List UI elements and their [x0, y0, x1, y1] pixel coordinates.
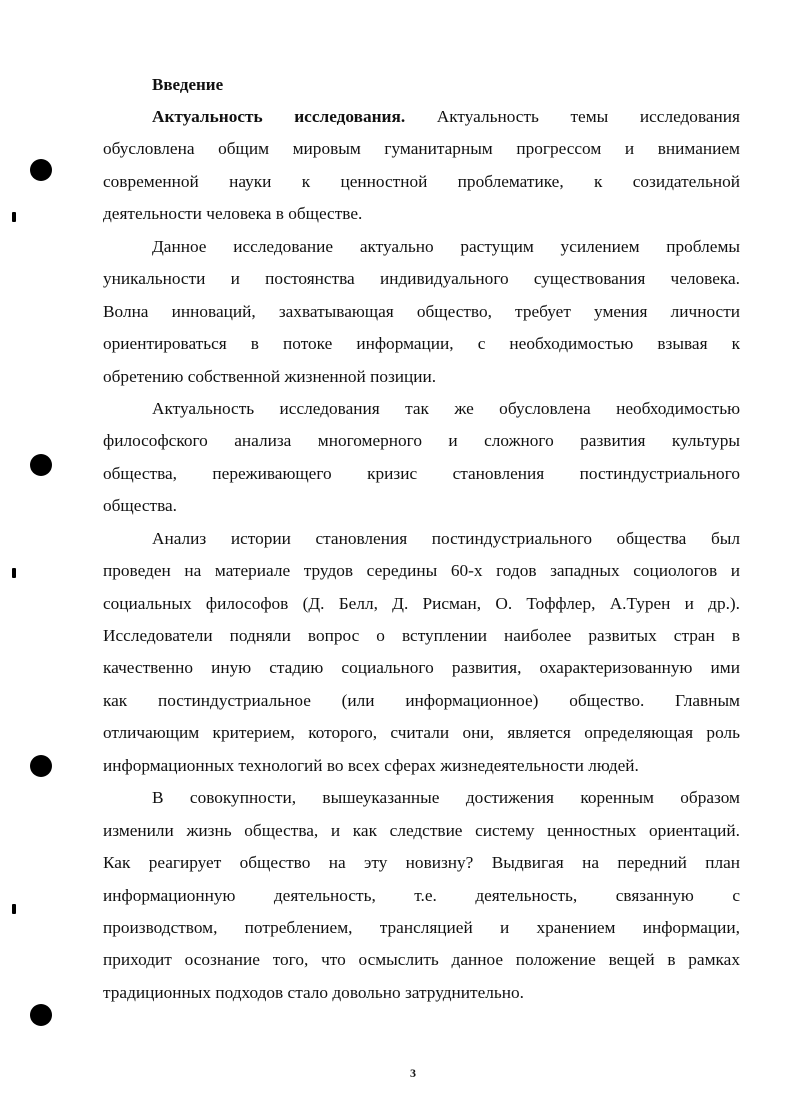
line-text: Данное исследование актуально растущим усилением проблемы	[152, 236, 740, 256]
scan-mark	[12, 904, 16, 914]
text-line	[103, 494, 740, 526]
text-line	[103, 462, 740, 494]
text-line	[103, 267, 740, 299]
line-text: Актуальность исследования так же обусловлена необходимостью	[152, 398, 740, 418]
text-line	[103, 721, 740, 753]
text-line	[103, 786, 740, 818]
scan-mark	[12, 212, 16, 222]
text-line	[103, 981, 740, 1013]
text-line	[103, 527, 740, 559]
line-text: социальных философов (Д. Белл, Д. Рисман, О. Тоффлер, А.Турен и др.).	[103, 593, 740, 613]
line-text: Актуальность темы исследования	[405, 107, 740, 126]
text-line	[103, 819, 740, 851]
text-line	[103, 429, 740, 461]
scan-mark	[12, 568, 16, 578]
text-line	[103, 624, 740, 656]
punch-hole	[30, 755, 52, 777]
page-number: 3	[410, 1066, 416, 1080]
line-text: Волна инноваций, захватывающая общество, требует умения личности	[103, 301, 740, 321]
line-text: В совокупности, вышеуказанные достижения коренным образом	[152, 788, 740, 808]
text-line	[103, 397, 740, 429]
line-text: уникальности и постоянства индивидуального существования человека.	[103, 269, 740, 289]
line-text: Анализ истории становления постиндустриального общества был	[152, 528, 740, 548]
line-text: традиционных подходов стало довольно затруднительно.	[103, 982, 524, 1002]
text-line	[103, 689, 740, 721]
line-text: проведен на материале трудов середины 60-х годов западных социологов и	[103, 561, 740, 581]
body-text	[103, 105, 740, 1013]
line-text: ориентироваться в потоке информации, с необходимостью взывая к	[103, 334, 740, 354]
text-line	[103, 365, 740, 397]
text-line	[103, 884, 740, 916]
line-text: философского анализа многомерного и сложного развития культуры	[103, 431, 740, 451]
line-text: производством, потреблением, трансляцией и хранением информации,	[103, 917, 740, 937]
text-line	[103, 105, 740, 137]
line-text: общества, переживающего кризис становления постиндустриального	[103, 463, 740, 483]
punch-hole	[30, 1004, 52, 1026]
text-line	[103, 202, 740, 234]
line-text: Как реагирует общество на эту новизну? Выдвигая на передний план	[103, 853, 740, 873]
line-text: отличающим критерием, которого, считали они, является определяющая роль	[103, 723, 740, 743]
text-line	[103, 559, 740, 591]
text-line	[103, 137, 740, 169]
bold-lead: Актуальность исследования.	[152, 107, 406, 126]
line-text: информационных технологий во всех сферах жизнедеятельности людей.	[103, 755, 639, 775]
line-text: общества.	[103, 496, 177, 516]
text-line	[103, 235, 740, 267]
text-line	[103, 300, 740, 332]
line-text: деятельности человека в обществе.	[103, 204, 363, 224]
text-line	[103, 332, 740, 364]
line-text: обусловлена общим мировым гуманитарным прогрессом и вниманием	[103, 139, 740, 159]
line-text: качественно иную стадию социального развития, охарактеризованную ими	[103, 658, 740, 678]
text-line	[103, 916, 740, 948]
line-text: изменили жизнь общества, и как следствие систему ценностных ориентаций.	[103, 820, 740, 840]
text-line	[103, 948, 740, 980]
text-line	[103, 851, 740, 883]
line-text: обретению собственной жизненной позиции.	[103, 366, 437, 386]
text-line	[103, 656, 740, 688]
text-line	[103, 170, 740, 202]
line-text: как постиндустриальное (или информационное) общество. Главным	[103, 690, 740, 710]
punch-hole	[30, 159, 52, 181]
line-text: приходит осознание того, что осмыслить данное положение вещей в рамках	[103, 950, 740, 970]
line-text: Исследователи подняли вопрос о вступлении наиболее развитых стран в	[103, 626, 740, 645]
punch-hole	[30, 454, 52, 476]
text-line	[103, 754, 740, 786]
line-text: современной науки к ценностной проблематике, к созидательной	[103, 171, 740, 191]
text-line	[103, 592, 740, 624]
line-text: информационную деятельность, т.е. деятельность, связанную с	[103, 885, 740, 905]
section-heading: Введение	[152, 75, 224, 94]
